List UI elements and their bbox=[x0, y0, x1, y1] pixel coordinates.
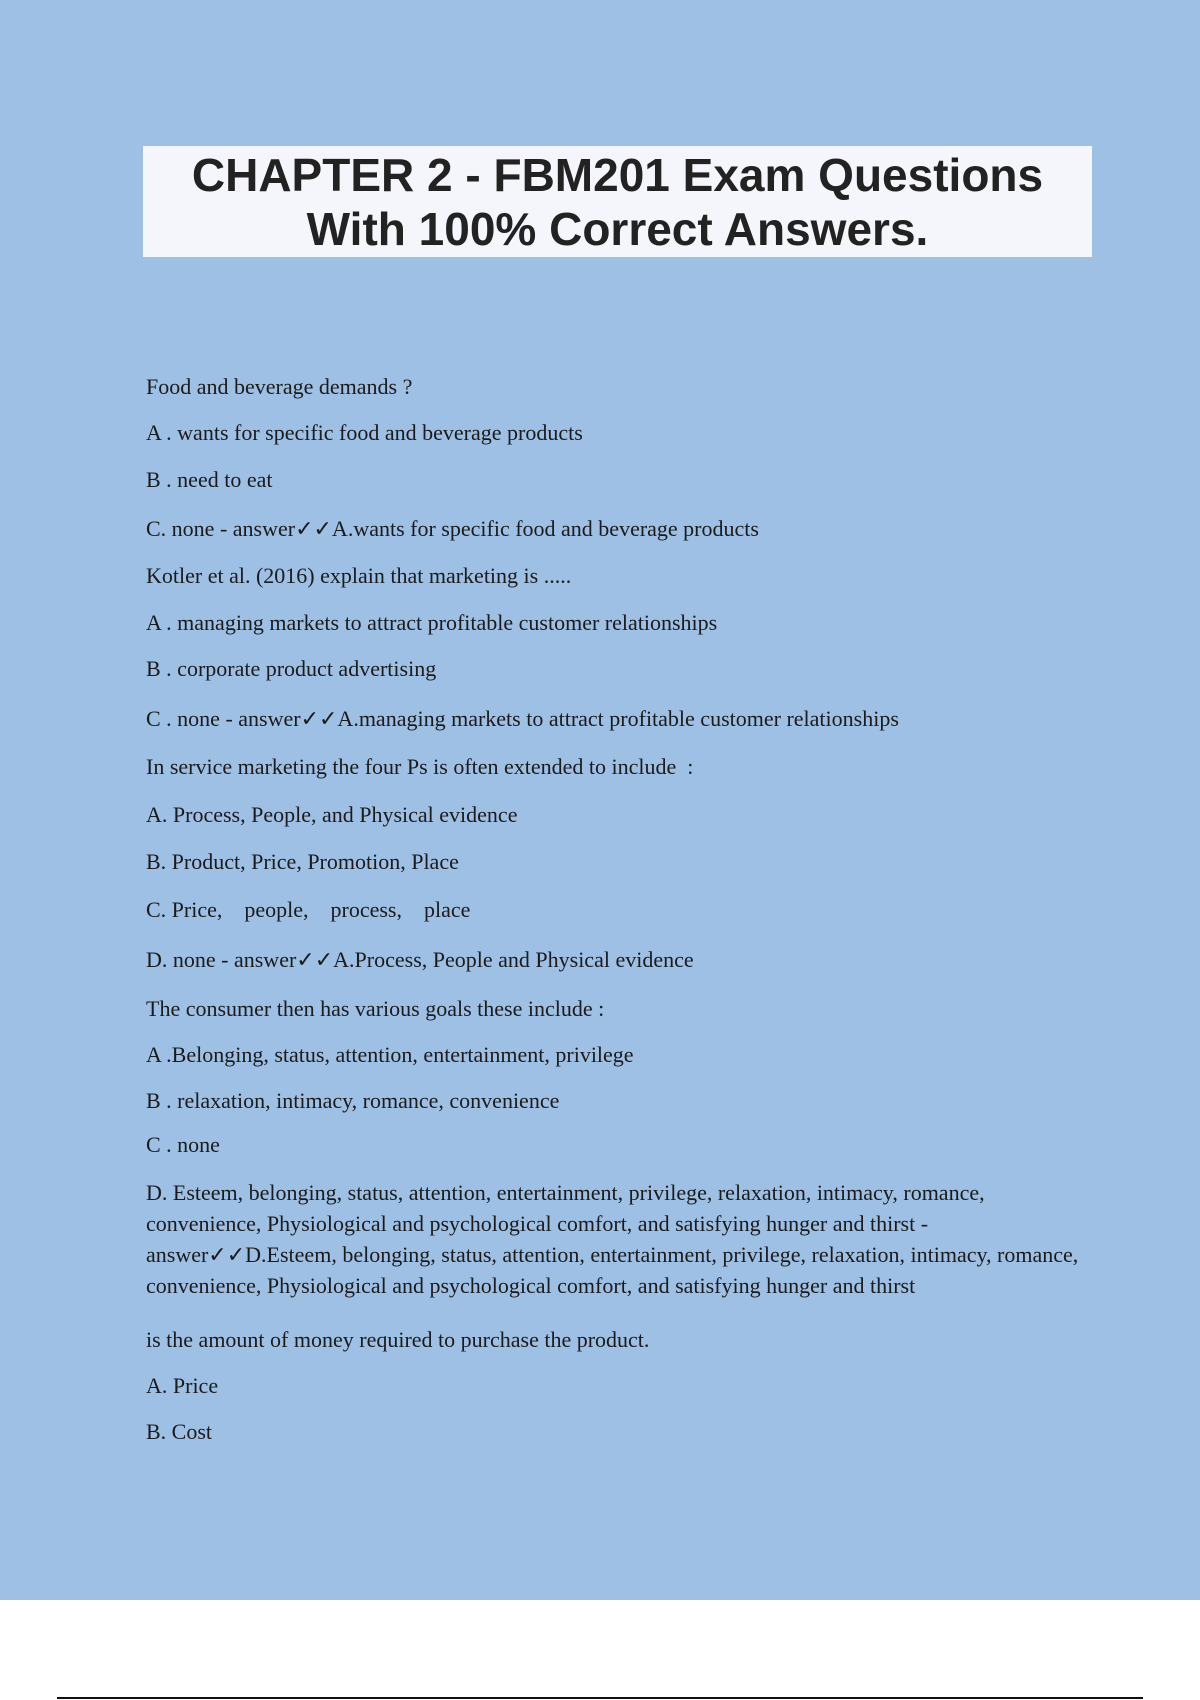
question-4-option-b: B . relaxation, intimacy, romance, convenience bbox=[146, 1088, 560, 1113]
question-5-text: is the amount of money required to purchase the product. bbox=[146, 1327, 650, 1352]
footer-rule bbox=[57, 1697, 1143, 1699]
title-line-1: CHAPTER 2 - FBM201 Exam Questions bbox=[191, 148, 1044, 201]
question-5-option-a: A. Price bbox=[146, 1373, 219, 1398]
question-2-text: Kotler et al. (2016) explain that marketing is ..... bbox=[146, 563, 572, 588]
question-5-option-b: B. Cost bbox=[146, 1419, 213, 1444]
question-2-answer: C . none - answer✓✓A.managing markets to attract profitable customer relationships bbox=[146, 706, 899, 731]
question-2-option-a: A . managing markets to attract profitable customer relationships bbox=[146, 610, 718, 635]
question-4-option-d-answer: D. Esteem, belonging, status, attention, entertainment, privilege, relaxation, intimacy, romance, convenience, Physiological and psychological comfort, and satisfying hunger and thirst - answer✓✓D.Esteem, belonging, status, attention, entertainment, privilege, relaxation, intimacy, romance, convenience, Physiological and psychological comfort, and satisfying hunger and thirst bbox=[146, 1180, 1079, 1298]
question-1-text: Food and beverage demands ? bbox=[146, 374, 413, 399]
title-line-2: With 100% Correct Answers. bbox=[306, 202, 929, 255]
question-1-option-a: A . wants for specific food and beverage products bbox=[146, 420, 583, 445]
question-3-option-a: A. Process, People, and Physical evidence bbox=[146, 802, 518, 827]
question-3-text: In service marketing the four Ps is often extended to include : bbox=[146, 754, 694, 779]
question-2-option-b: B . corporate product advertising bbox=[146, 656, 437, 681]
question-3-answer: D. none - answer✓✓A.Process, People and Physical evidence bbox=[146, 947, 694, 972]
question-1-option-b: B . need to eat bbox=[146, 467, 273, 492]
title-banner bbox=[143, 146, 1092, 257]
question-4-option-a: A .Belonging, status, attention, entertainment, privilege bbox=[146, 1042, 634, 1067]
question-3-option-b: B. Product, Price, Promotion, Place bbox=[146, 849, 459, 874]
question-3-option-c: C. Price, people, process, place bbox=[146, 897, 471, 922]
question-1-answer: C. none - answer✓✓A.wants for specific food and beverage products bbox=[146, 516, 759, 541]
question-4-text: The consumer then has various goals these include : bbox=[146, 996, 605, 1021]
question-4-option-c: C . none bbox=[146, 1132, 220, 1157]
